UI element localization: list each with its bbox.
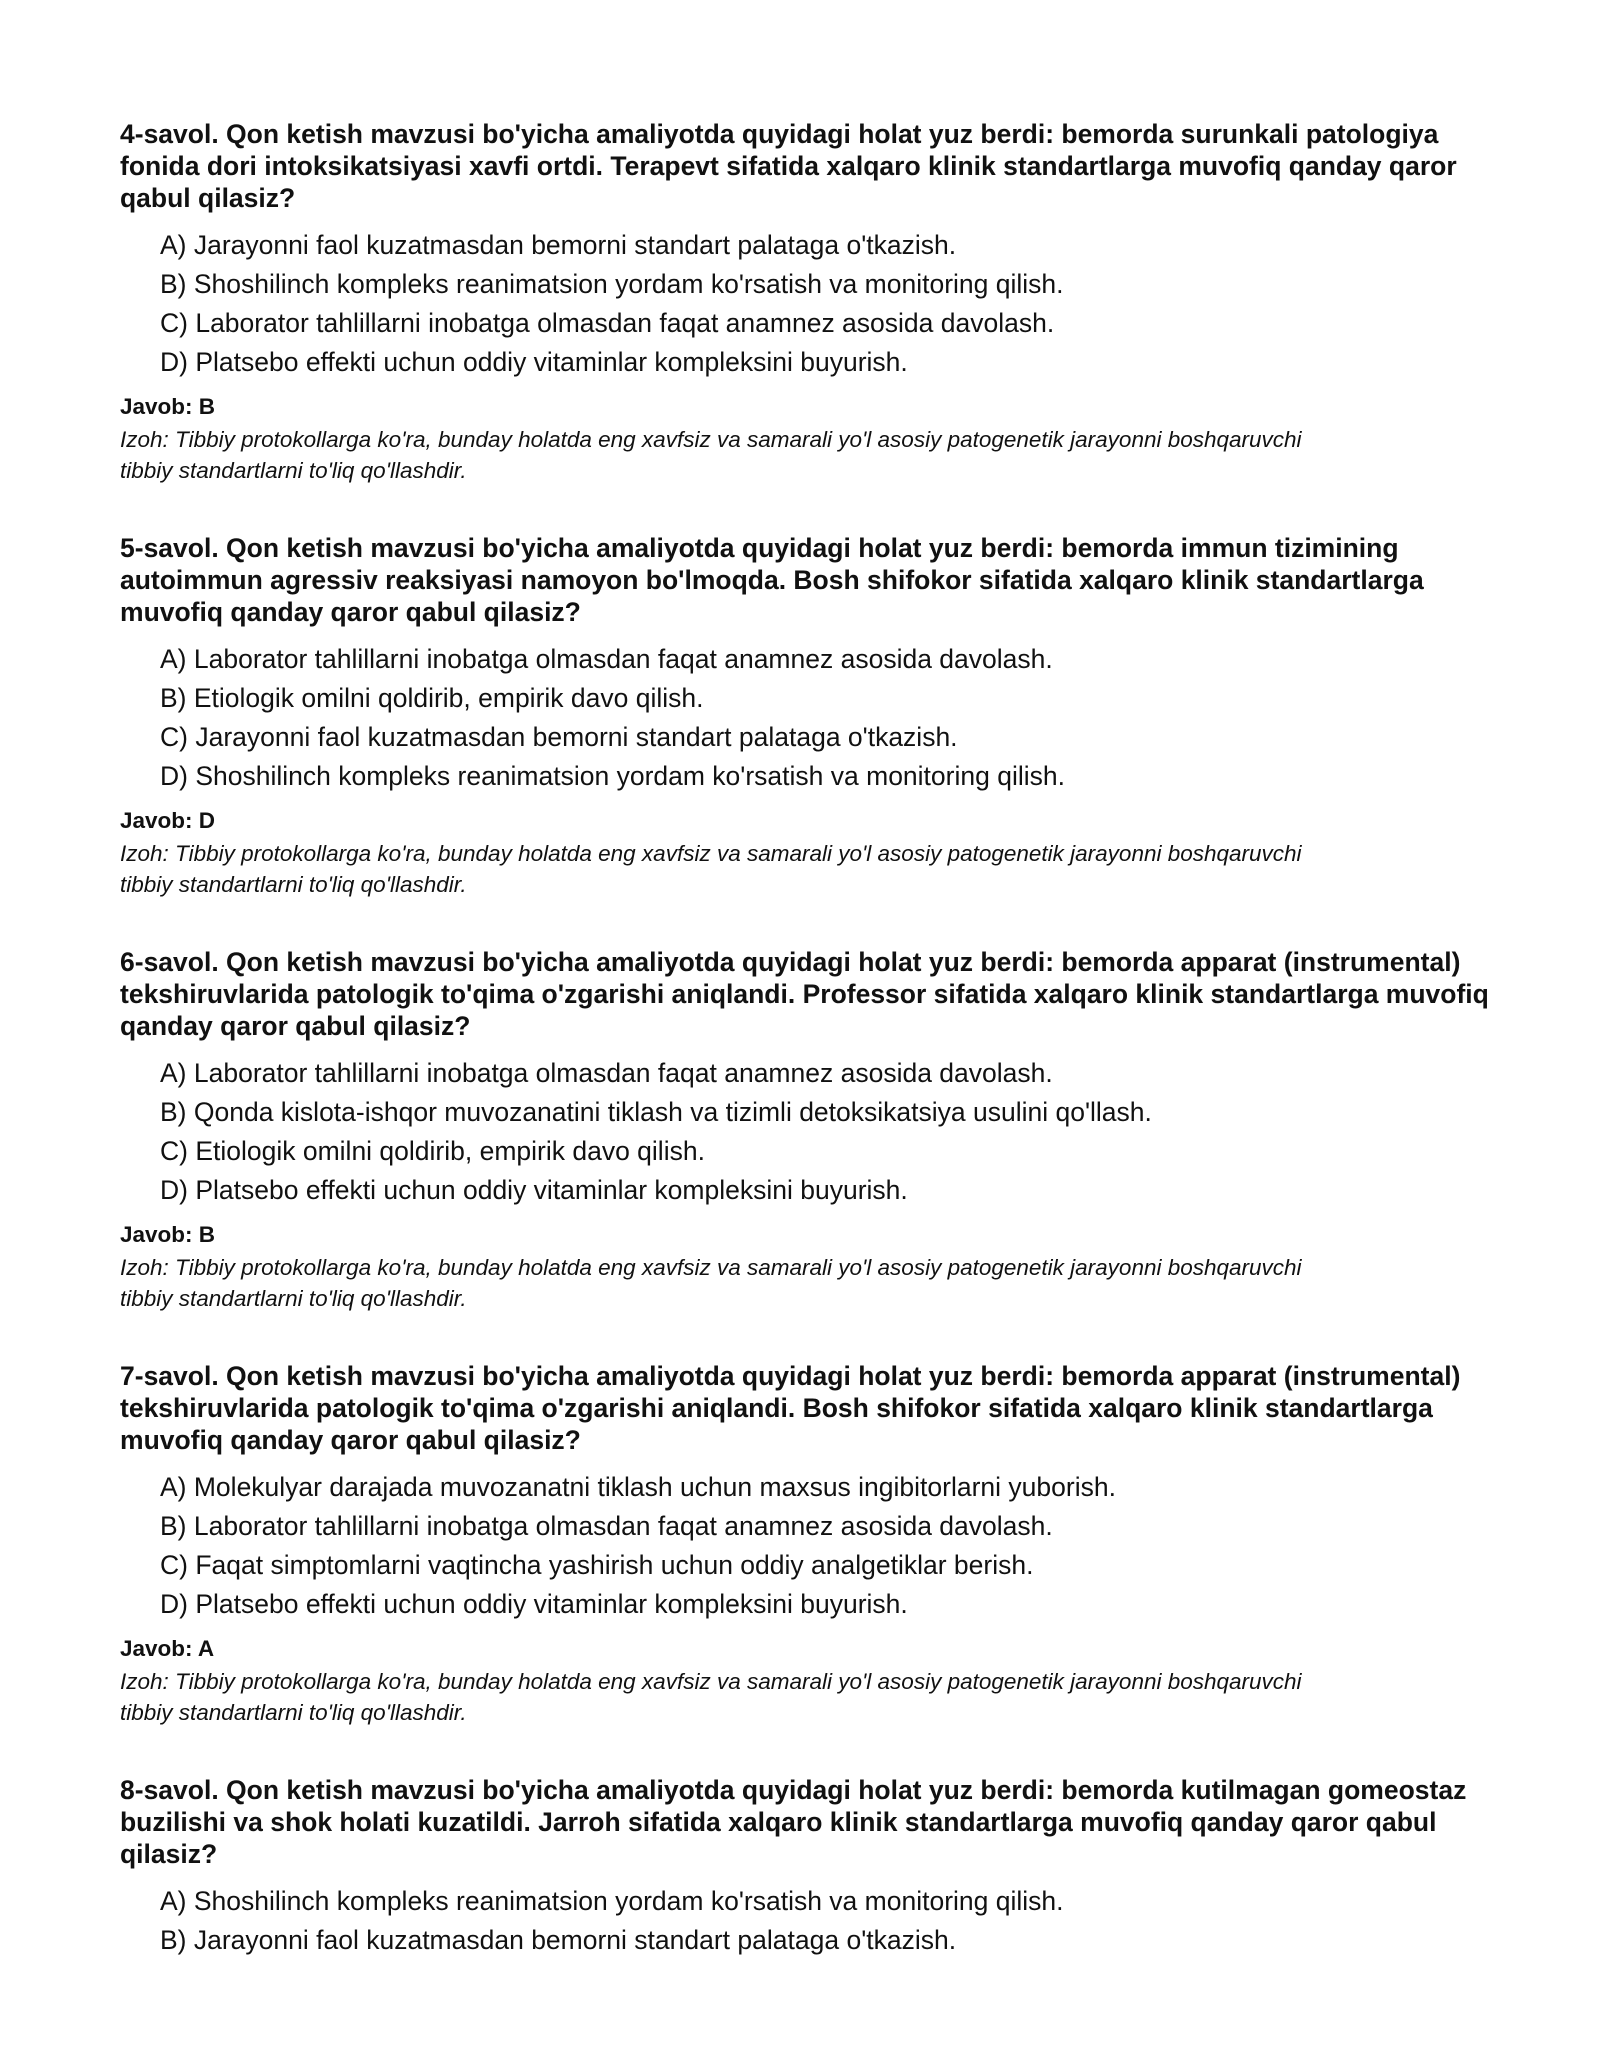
option-c: C) Laborator tahlillarni inobatga olmasdan faqat anamnez asosida davolash.	[160, 308, 1055, 338]
answer-label: Javob: A	[120, 1636, 215, 1661]
question-block	[120, 1360, 1500, 1728]
option-a: A) Molekulyar darajada muvozanatni tiklash uchun maxsus ingibitorlarni yuborish.	[160, 1472, 1116, 1502]
option-b: B) Qonda kislota-ishqor muvozanatini tiklash va tizimli detoksikatsiya usulini qo'llash.	[160, 1097, 1152, 1127]
document-page	[120, 118, 1500, 2006]
answer-label: Javob: B	[120, 394, 216, 419]
question-title: 4-savol. Qon ketish mavzusi bo'yicha amaliyotda quyidagi holat yuz berdi: bemorda surunkali patologiya fonida dori intoksikatsiyasi xavfi ortdi. Terapevt sifatida xalqaro klinik standartlarga muvofiq qanday qaror qabul qilasiz?	[120, 119, 1457, 213]
question-block	[120, 946, 1500, 1314]
option-a: A) Laborator tahlillarni inobatga olmasdan faqat anamnez asosida davolash.	[160, 1058, 1053, 1088]
options-list	[120, 1882, 1500, 1960]
option-b: B) Laborator tahlillarni inobatga olmasdan faqat anamnez asosida davolash.	[160, 1511, 1053, 1541]
explanation-note: Izoh: Tibbiy protokollarga ko'ra, bunday holatda eng xavfsiz va samarali yo'l asosiy patogenetik jarayonni boshqaruvchi tibbiy standartlarni to'liq qo'llashdir.	[120, 427, 1302, 483]
option-c: C) Jarayonni faol kuzatmasdan bemorni standart palataga o'tkazish.	[160, 722, 958, 752]
explanation-note: Izoh: Tibbiy protokollarga ko'ra, bunday holatda eng xavfsiz va samarali yo'l asosiy patogenetik jarayonni boshqaruvchi tibbiy standartlarni to'liq qo'llashdir.	[120, 1669, 1302, 1725]
option-d: D) Platsebo effekti uchun oddiy vitaminlar kompleksini buyurish.	[160, 1175, 908, 1205]
explanation-note: Izoh: Tibbiy protokollarga ko'ra, bunday holatda eng xavfsiz va samarali yo'l asosiy patogenetik jarayonni boshqaruvchi tibbiy standartlarni to'liq qo'llashdir.	[120, 841, 1302, 897]
option-d: D) Platsebo effekti uchun oddiy vitaminlar kompleksini buyurish.	[160, 347, 908, 377]
question-block	[120, 532, 1500, 900]
option-b: B) Shoshilinch kompleks reanimatsion yordam ko'rsatish va monitoring qilish.	[160, 269, 1064, 299]
question-title: 6-savol. Qon ketish mavzusi bo'yicha amaliyotda quyidagi holat yuz berdi: bemorda apparat (instrumental) tekshiruvlarida patologik to'qima o'zgarishi aniqlandi. Professor sifatida xalqaro klinik standartlarga muvofiq qanday qaror qabul qilasiz?	[120, 947, 1489, 1041]
options-list	[120, 1468, 1500, 1624]
question-title: 5-savol. Qon ketish mavzusi bo'yicha amaliyotda quyidagi holat yuz berdi: bemorda immun tizimining autoimmun agressiv reaksiyasi namoyon bo'lmoqda. Bosh shifokor sifatida xalqaro klinik standartlarga muvofiq qanday qaror qabul qilasiz?	[120, 533, 1424, 627]
explanation-note: Izoh: Tibbiy protokollarga ko'ra, bunday holatda eng xavfsiz va samarali yo'l asosiy patogenetik jarayonni boshqaruvchi tibbiy standartlarni to'liq qo'llashdir.	[120, 1255, 1302, 1311]
options-list	[120, 226, 1500, 382]
question-block	[120, 1774, 1500, 1960]
question-title: 8-savol. Qon ketish mavzusi bo'yicha amaliyotda quyidagi holat yuz berdi: bemorda kutilmagan gomeostaz buzilishi va shok holati kuzatildi. Jarroh sifatida xalqaro klinik standartlarga muvofiq qanday qaror qabul qilasiz?	[120, 1775, 1467, 1869]
option-d: D) Shoshilinch kompleks reanimatsion yordam ko'rsatish va monitoring qilish.	[160, 761, 1065, 791]
options-list	[120, 640, 1500, 796]
option-b: B) Etiologik omilni qoldirib, empirik davo qilish.	[160, 683, 704, 713]
option-a: A) Shoshilinch kompleks reanimatsion yordam ko'rsatish va monitoring qilish.	[160, 1886, 1064, 1916]
option-b: B) Jarayonni faol kuzatmasdan bemorni standart palataga o'tkazish.	[160, 1925, 957, 1955]
answer-label: Javob: D	[120, 808, 216, 833]
answer-label: Javob: B	[120, 1222, 216, 1247]
option-c: C) Etiologik omilni qoldirib, empirik davo qilish.	[160, 1136, 705, 1166]
question-block	[120, 118, 1500, 486]
option-c: C) Faqat simptomlarni vaqtincha yashirish uchun oddiy analgetiklar berish.	[160, 1550, 1034, 1580]
option-a: A) Jarayonni faol kuzatmasdan bemorni standart palataga o'tkazish.	[160, 230, 957, 260]
options-list	[120, 1054, 1500, 1210]
option-a: A) Laborator tahlillarni inobatga olmasdan faqat anamnez asosida davolash.	[160, 644, 1053, 674]
question-title: 7-savol. Qon ketish mavzusi bo'yicha amaliyotda quyidagi holat yuz berdi: bemorda apparat (instrumental) tekshiruvlarida patologik to'qima o'zgarishi aniqlandi. Bosh shifokor sifatida xalqaro klinik standartlarga muvofiq qanday qaror qabul qilasiz?	[120, 1361, 1461, 1455]
option-d: D) Platsebo effekti uchun oddiy vitaminlar kompleksini buyurish.	[160, 1589, 908, 1619]
